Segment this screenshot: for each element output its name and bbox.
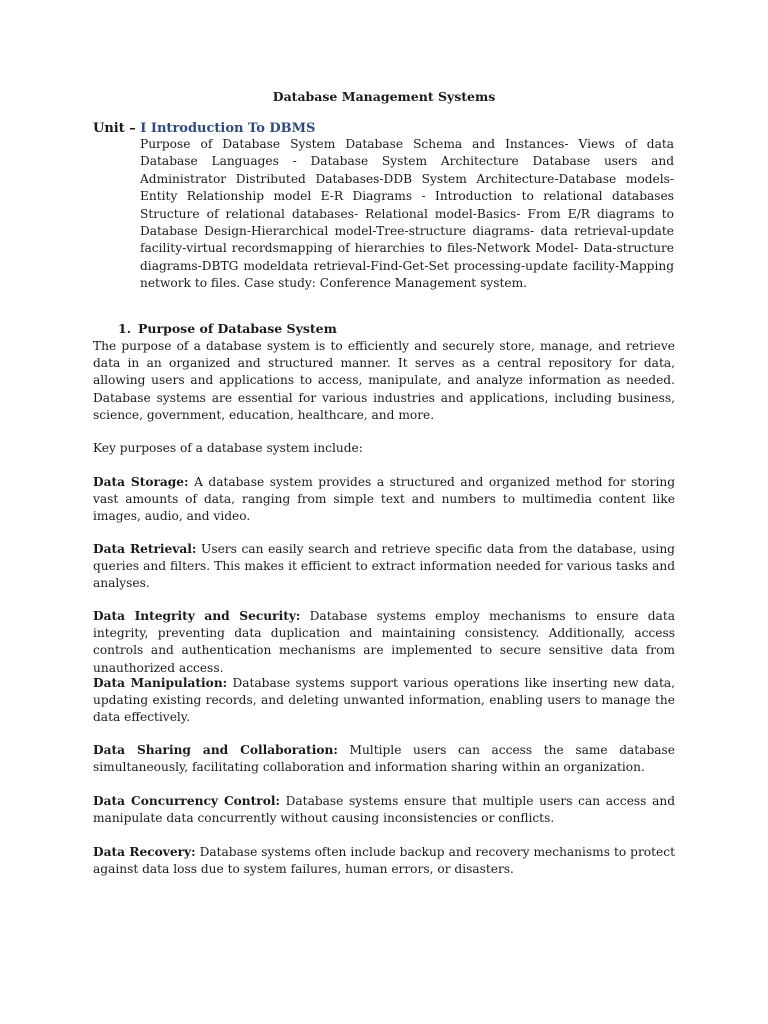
purpose-paragraph [93, 675, 675, 727]
purpose-term: Data Concurrency Control: [93, 794, 280, 808]
purpose-text: Multiple users can access the same database simultaneously, facilitating collaboration and information sharing within an organization. [93, 743, 675, 775]
section-intro-paragraph: The purpose of a database system is to efficiently and securely store, manage, and retrieve data in an organized and structured manner. It serves as a central repository for data, allowing users and applications to access, manipulate, and analyze information as needed. Database systems are essential for various industries and applications, including business, science, government, education, healthcare, and more. [93, 339, 675, 422]
purpose-paragraph [93, 844, 675, 878]
purpose-term: Data Sharing and Collaboration: [93, 743, 338, 757]
purpose-text: Database systems support various operations like inserting new data, updating existing records, and deleting unwanted information, enabling users to manage the data effectively. [93, 676, 675, 725]
document-title: Database Management Systems [272, 89, 496, 104]
purpose-text: Database systems employ mechanisms to ensure data integrity, preventing data duplication and maintaining consistency. Additionally, access controls and authentication mechanisms are implemented to secure sensitive data from unauthorized access. [93, 609, 675, 675]
key-purposes-intro: Key purposes of a database system include: [93, 441, 363, 455]
purpose-paragraph [93, 541, 675, 593]
purpose-term: Data Manipulation: [93, 676, 228, 690]
purpose-paragraph [93, 742, 675, 776]
purpose-term: Data Storage: [93, 475, 189, 489]
purpose-text: Database systems ensure that multiple users can access and manipulate data concurrently without causing inconsistencies or conflicts. [93, 794, 675, 826]
purpose-text: Database systems often include backup and recovery mechanisms to protect against data loss due to system failures, human errors, or disasters. [93, 845, 675, 877]
section-number: 1. [118, 321, 132, 336]
section-heading [118, 320, 337, 338]
purpose-text: Users can easily search and retrieve specific data from the database, using queries and filters. This makes it efficient to extract information needed for various tasks and analyses. [93, 542, 675, 591]
unit-label: I Introduction To DBMS [140, 121, 316, 136]
purpose-paragraph [93, 793, 675, 827]
unit-syllabus: Purpose of Database System Database Schema and Instances- Views of data Database Languages - Database System Architecture Database users and Administrator Distributed Databases-DDB System Architecture-Database models-Entity Relationship model E-R Diagrams - Introduction to relational databases Structure of relational databases- Relational model-Basics- From E/R diagrams to Database Design-Hierarchical model-Tree-structure diagrams- data retrieval-update facility-virtual recordsmapping of hierarchies to files-Network Model- Data-structure diagrams-DBTG modeldata retrieval-Find-Get-Set processing-update facility-Mapping network to files. Case study: Conference Management system. [140, 137, 674, 291]
purpose-paragraph [93, 608, 675, 677]
section-title: Purpose of Database System [138, 321, 337, 336]
unit-prefix: Unit – [93, 121, 141, 136]
purpose-term: Data Retrieval: [93, 542, 197, 556]
purpose-paragraph [93, 474, 675, 526]
purpose-term: Data Integrity and Security: [93, 609, 301, 623]
purpose-term: Data Recovery: [93, 845, 196, 859]
purpose-text: A database system provides a structured and organized method for storing vast amounts of data, ranging from simple text and numbers to multimedia content like images, audio, and video. [93, 475, 675, 524]
